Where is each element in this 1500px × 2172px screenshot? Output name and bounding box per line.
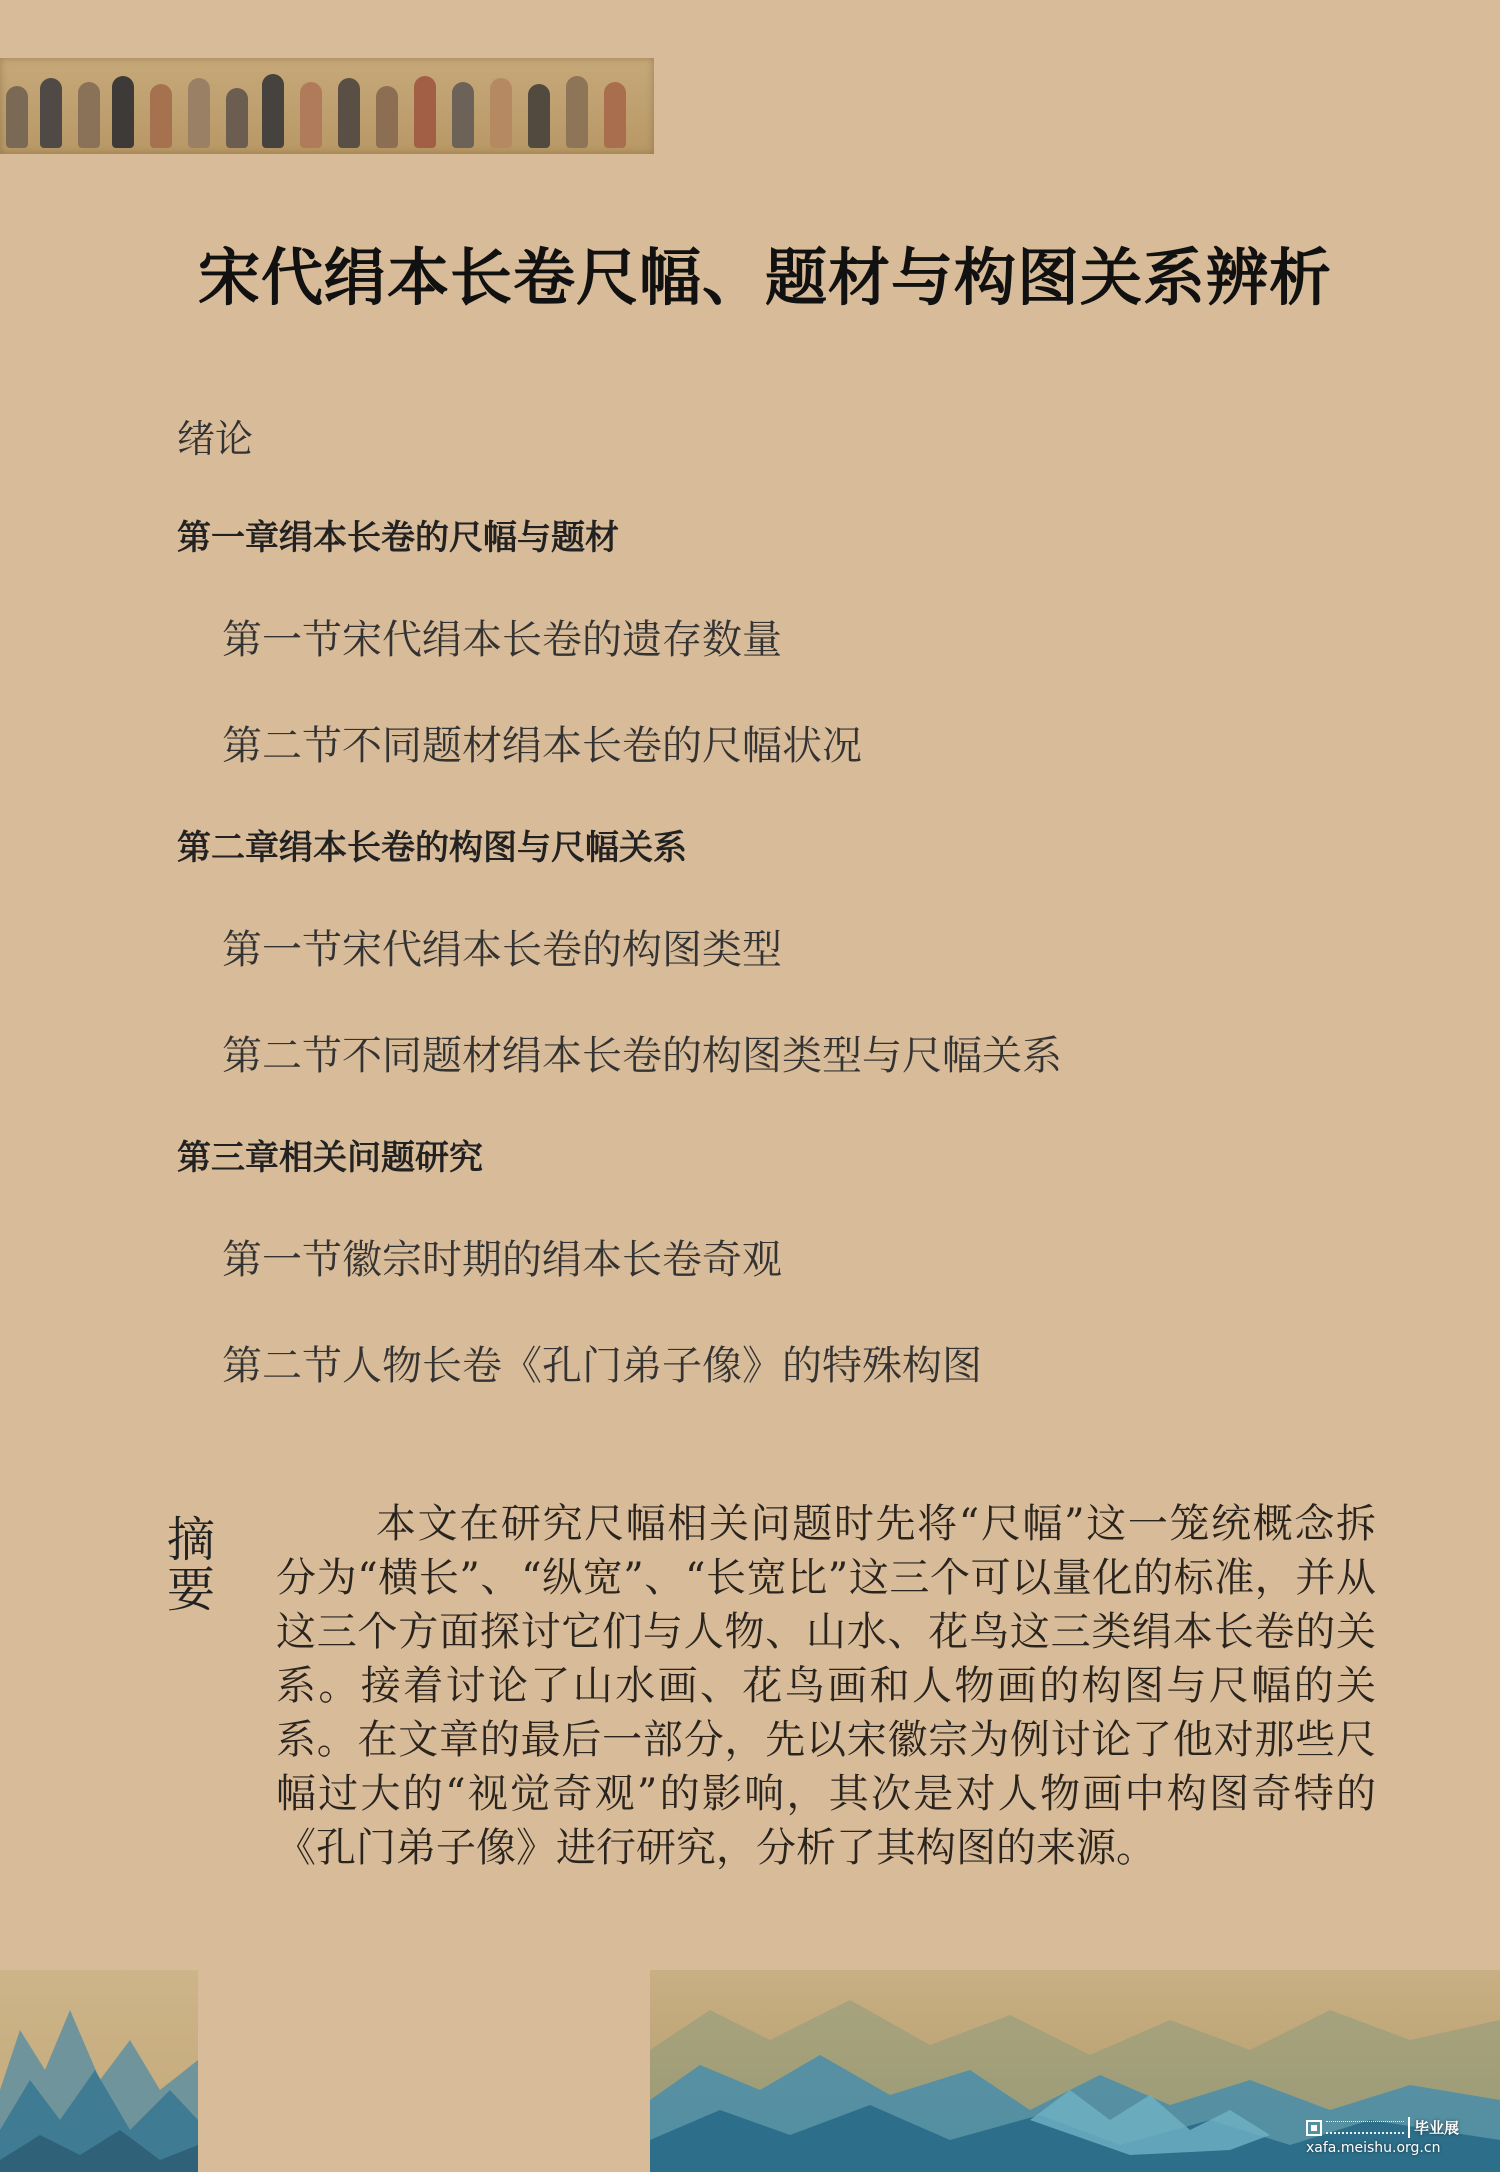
toc-section-1-1: 第一节宋代绢本长卷的遗存数量 <box>222 617 782 663</box>
watermark-url: xafa.meishu.org.cn <box>1306 2140 1441 2156</box>
toc-intro: 绪论 <box>177 417 254 461</box>
document-title: 宋代绢本长卷尺幅、题材与构图关系辨析 <box>197 241 1332 314</box>
toc-section-2-1: 第一节宋代绢本长卷的构图类型 <box>222 927 782 973</box>
abstract-body: 本文在研究尺幅相关问题时先将“尺幅”这一笼统概念拆分为“横长”、“纵宽”、“长宽比”这三个可以量化的标准，并从这三个方面探讨它们与人物、山水、花鸟这三类绢本长卷的关系。接着讨论了山水画、花鸟画和人物画的构图与尺幅的关系。在文章的最后一部分，先以宋徽宗为例讨论了他对那些尺幅过大的“视觉奇观”的影响，其次是对人物画中构图奇特的《孔门弟子像》进行研究，分析了其构图的来源。 <box>276 1501 1376 1871</box>
toc-section-3-1: 第一节徽宗时期的绢本长卷奇观 <box>222 1237 782 1283</box>
school-name-script <box>1326 2121 1404 2134</box>
toc-chapter-3: 第三章相关问题研究 <box>177 1138 483 1178</box>
toc-chapter-2: 第二章绢本长卷的构图与尺幅关系 <box>177 828 687 868</box>
toc-chapter-1: 第一章绢本长卷的尺幅与题材 <box>177 518 619 558</box>
toc-section-3-2: 第二节人物长卷《孔门弟子像》的特殊构图 <box>222 1343 982 1389</box>
watermark-label: 毕业展 <box>1408 2117 1459 2138</box>
toc-section-2-2: 第二节不同题材绢本长卷的构图类型与尺幅关系 <box>222 1033 1062 1079</box>
landscape-painting-left <box>0 1970 198 2172</box>
landscape-painting-right <box>650 1970 1500 2172</box>
abstract-label: 摘要 <box>166 1512 215 1618</box>
figure-scroll-painting <box>0 58 654 154</box>
school-logo-icon <box>1306 2120 1322 2136</box>
watermark <box>1306 2117 1466 2156</box>
toc-section-1-2: 第二节不同题材绢本长卷的尺幅状况 <box>222 723 862 769</box>
